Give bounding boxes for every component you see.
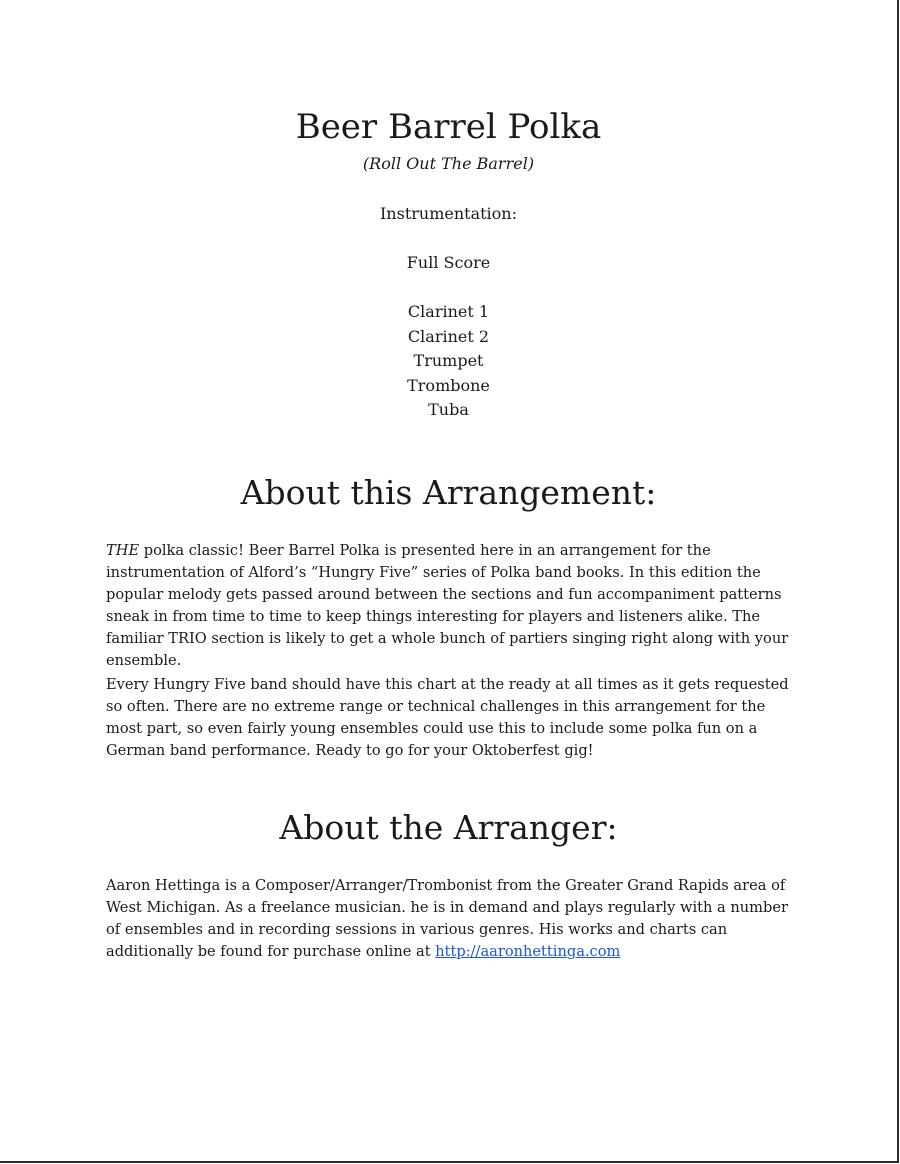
instrument-list — [0, 300, 897, 423]
document-subtitle: (Roll Out The Barrel) — [362, 154, 535, 173]
instrument-item: Tuba — [428, 400, 469, 419]
about-arranger-heading: About the Arranger: — [279, 808, 618, 847]
about-arrangement-paragraph-1 — [106, 540, 796, 672]
document-title: Beer Barrel Polka — [295, 107, 602, 147]
emphasis-the: THE — [106, 542, 140, 559]
arranger-website-link[interactable]: http://aaronhettinga.com — [435, 943, 621, 960]
instrument-item: Trombone — [407, 375, 490, 395]
paragraph-text: polka classic! Beer Barrel Polka is presented here in an arrangement for the instrumentation of Alford’s “Hungry Five” series of Polka band books. In this edition the popular melody gets passed around between the sections and fun accompaniment patterns sneak in from time to time to keep things interesting for players and listeners alike. The familiar TRIO section is likely to get a whole bunch of partiers singing right along with your ensemble. — [106, 542, 789, 669]
instrument-item: Clarinet 1 — [407, 302, 490, 321]
instrumentation-label: Instrumentation: — [379, 204, 517, 223]
paragraph-text: Aaron Hettinga is a Composer/Arranger/Trombonist from the Greater Grand Rapids area of West Michigan. As a freelance musician. he is in demand and plays regularly with a number of ensembles and in recording sessions in various genres. His works and charts can additionally be found for purchase online at — [106, 877, 788, 960]
about-arrangement-paragraph-2: Every Hungry Five band should have this chart at the ready at all times as it gets requested so often. There are no extreme range or technical challenges in this arrangement for the most part, so even fairly young ensembles could use this to include some polka fun on a German band performance. Ready to go for your Oktoberfest gig! — [106, 676, 789, 759]
about-arrangement-heading: About this Arrangement: — [240, 473, 657, 512]
full-score-label: Full Score — [406, 253, 491, 272]
about-arranger-paragraph — [106, 875, 796, 963]
instrument-item: Trumpet — [413, 351, 484, 370]
instrument-item: Clarinet 2 — [407, 326, 490, 346]
